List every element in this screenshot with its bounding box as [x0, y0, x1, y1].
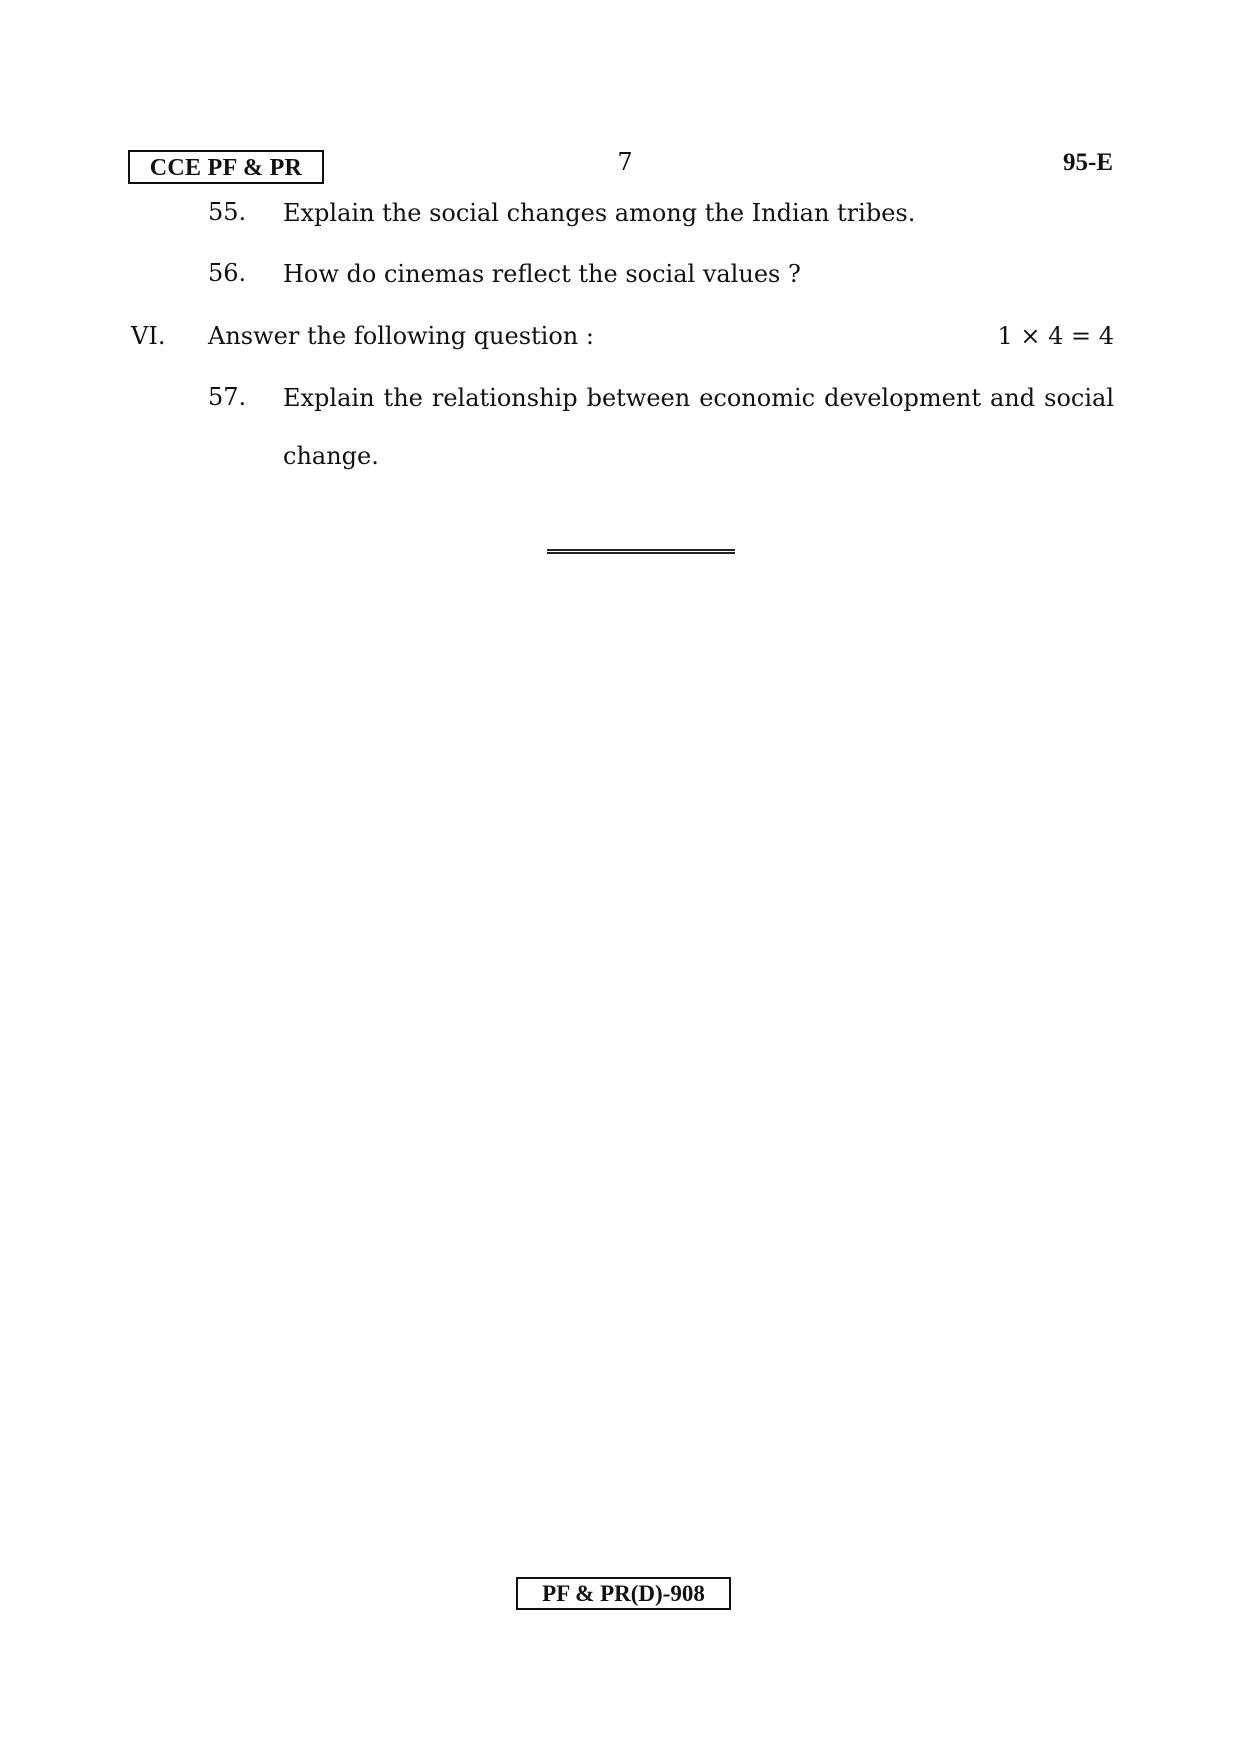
paper-code: 95-E	[1063, 149, 1113, 176]
question-56-number: 56.	[208, 259, 247, 287]
header-subject-code: CCE PF & PR	[128, 150, 324, 184]
section-marks: 1 × 4 = 4	[997, 322, 1114, 350]
section-number: VI.	[131, 322, 166, 350]
end-of-paper-rule	[547, 549, 735, 554]
page-number: 7	[617, 148, 633, 176]
footer-code: PF & PR(D)-908	[516, 1577, 731, 1610]
question-56-text: How do cinemas reflect the social values ?	[283, 260, 801, 288]
question-55-text: Explain the social changes among the Indian tribes.	[283, 199, 916, 227]
question-57-text: Explain the relationship between economic development and social change.	[283, 384, 1114, 470]
question-57-number: 57.	[208, 383, 247, 411]
section-title: Answer the following question :	[208, 322, 594, 350]
question-55-number: 55.	[208, 198, 247, 226]
